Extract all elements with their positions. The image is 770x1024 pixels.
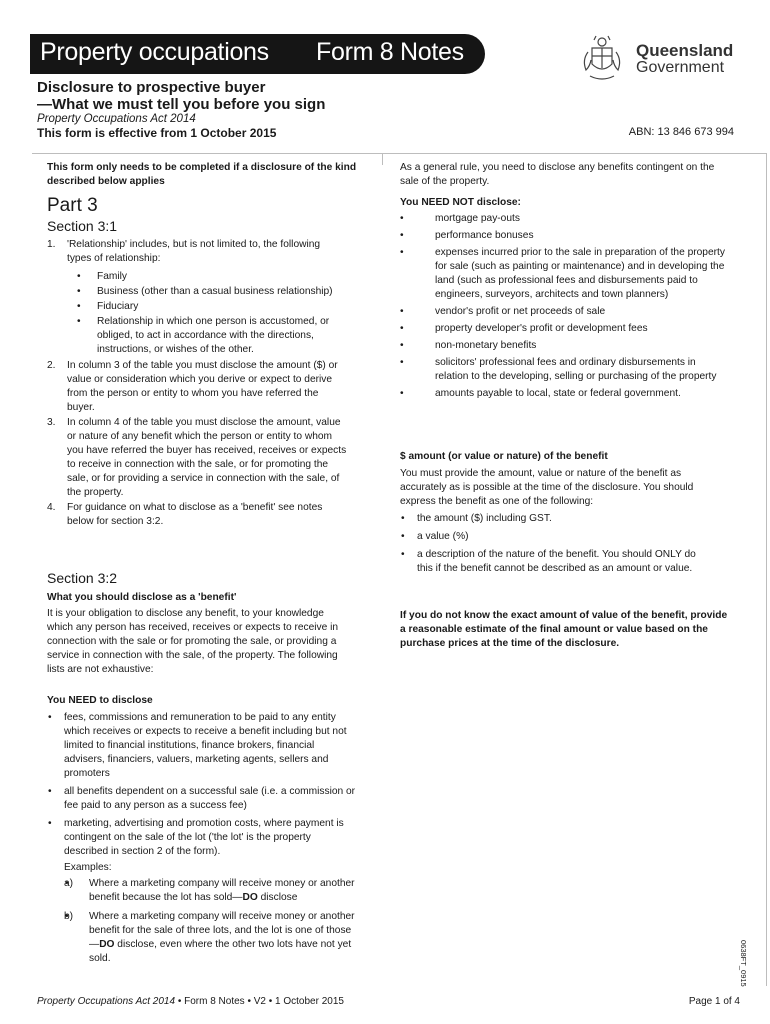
list-item: • Business (other than a casual business relationship) <box>77 285 347 299</box>
list-item: • a) Where a marketing company will receive money or another benefit because the lot has sold—DO disclose <box>64 877 357 905</box>
section-3-1-heading: Section 3:1 <box>47 218 118 234</box>
form-title: Property occupations <box>40 38 269 66</box>
list-item: 3. In column 4 of the table you must disclose the amount, value or nature of any benefit which the person or entity to whom you have referred the buyer has received, receives or expects to receive in connection with the sale, or for promoting the sale, or for providing a service in connection with the sale, of the property. <box>47 417 347 498</box>
list-item: • mortgage pay-outs <box>400 212 725 226</box>
effective-date: This form is effective from 1 October 2015 <box>37 126 277 140</box>
benefit-intro: It is your obligation to disclose any benefit, to your knowledge which any person has received, receives or expects to receive in connection with the sale or for promoting the sale, or providing a service in connection with the sale, of the property. The following lists are not exhaustive: <box>47 608 339 675</box>
list-item: • expenses incurred prior to the sale in preparation of the property for sale (such as painting or maintenance) and in developing the land (such as professional fees and disbursements paid to engineers, surveyors, architects and town planners) <box>400 246 725 302</box>
title-bar <box>30 34 485 74</box>
general-rule: As a general rule, you need to disclose any benefits contingent on the sale of the property. <box>400 162 715 187</box>
government-label: Government <box>636 59 725 76</box>
list-item: 4. For guidance on what to disclose as a 'benefit' see notes below for section 3:2. <box>47 502 323 527</box>
form-code: 0638FT_0915 <box>739 940 748 987</box>
part-heading: Part 3 <box>47 195 98 216</box>
need-disclose-list <box>47 711 357 971</box>
form-number: Form 8 Notes <box>316 38 464 66</box>
amount-options-list <box>400 512 700 580</box>
subtitle-line-1: Disclosure to prospective buyer <box>37 79 266 96</box>
amount-heading: $ amount (or value or nature) of the benefit <box>400 451 608 462</box>
list-item: • vendor's profit or net proceeds of sale <box>400 305 725 319</box>
list-item: 1. 'Relationship' includes, but is not limited to, the following types of relationship: • Family • Business (other than a casual business relationship) • Fiduciary • Relationship in which one person is accustomed, or obliged, to act in accordance with the directions, instructions, or wishes of the other. <box>47 238 347 357</box>
list-item: • performance bonuses <box>400 229 725 243</box>
queensland-coat-of-arms-icon <box>578 34 626 86</box>
list-item: • amounts payable to local, state or federal government. <box>400 387 725 401</box>
list-item: • property developer's profit or development fees <box>400 322 725 336</box>
list-item: • Relationship in which one person is accustomed, or obliged, to act in accordance with the directions, instructions, or wishes of the other. <box>77 315 347 357</box>
section-3-1-list <box>47 238 347 530</box>
list-item: • fees, commissions and remuneration to be paid to any entity which receives or expects to receive a benefit including but not limited to financial institutions, finance brokers, financial advisers, financiers, valuers, marketing agents, sellers and promoters <box>47 711 357 781</box>
amount-text: You must provide the amount, value or nature of the benefit as accurately as is possible at the time of the disclosure. You should express the benefit as one of the following: <box>400 468 694 507</box>
abn-number: ABN: 13 846 673 994 <box>628 126 734 138</box>
examples-label: Examples: <box>64 862 112 873</box>
list-item: • all benefits dependent on a successful sale (i.e. a commission or fee paid to any person as a success fee) <box>47 785 357 813</box>
list-item: • Family <box>77 270 347 284</box>
government-name: Queensland <box>636 41 734 60</box>
act-name: Property Occupations Act 2014 <box>37 113 196 125</box>
examples-list <box>64 877 357 966</box>
column-divider <box>382 153 383 165</box>
page-number: Page 1 of 4 <box>688 996 740 1007</box>
need-disclose-heading: You NEED to disclose <box>47 695 153 706</box>
list-item: • Fiduciary <box>77 300 347 314</box>
list-item: • non-monetary benefits <box>400 339 725 353</box>
list-item: • the amount ($) including GST. <box>400 512 700 526</box>
list-item: 2. In column 3 of the table you must disclose the amount ($) or value or consideration which you derive or expect to derive from the person or entity to whom you have referred the buyer. <box>47 360 338 413</box>
subtitle-line-2: —What we must tell you before you sign <box>37 96 326 113</box>
relationship-types <box>77 270 347 357</box>
benefit-heading: What you should disclose as a 'benefit' <box>47 592 237 603</box>
list-item: • marketing, advertising and promotion costs, where payment is contingent on the sale of the lot ('the lot' is the property described in section 2 of the form). Examples: • a) Where a marketing company will receive money or another benefit because the lot has sold—DO disclose • b) Where a marketing company will receive money or another benefit for the sale of three lots, and the lot is one of those—DO disclose, even where the other two lots have not yet sold. <box>47 817 357 966</box>
list-item: • a value (%) <box>400 530 700 544</box>
list-item: • b) Where a marketing company will receive money or another benefit for the sale of three lots, and the lot is one of those—DO disclose, even where the other two lots have not yet sold. <box>64 910 357 966</box>
footer-info: Property Occupations Act 2014 • Form 8 Notes • V2 • 1 October 2015 <box>37 996 344 1007</box>
section-3-2-heading: Section 3:2 <box>47 570 118 586</box>
need-not-disclose-heading: You NEED NOT disclose: <box>400 197 521 208</box>
need-not-disclose-list <box>400 212 725 404</box>
estimate-note: If you do not know the exact amount of value of the benefit, provide a reasonable estimate of the final amount or value based on the purchase prices at the time of the disclosure. <box>400 610 728 649</box>
intro-note: This form only needs to be completed if a disclosure of the kind described below applies <box>47 162 357 187</box>
list-item: • solicitors' professional fees and ordinary disbursements in relation to the developing, selling or purchasing of the property <box>400 356 725 384</box>
list-item: • a description of the nature of the benefit. You should ONLY do this if the benefit cannot be described as an amount or value. <box>400 548 700 576</box>
